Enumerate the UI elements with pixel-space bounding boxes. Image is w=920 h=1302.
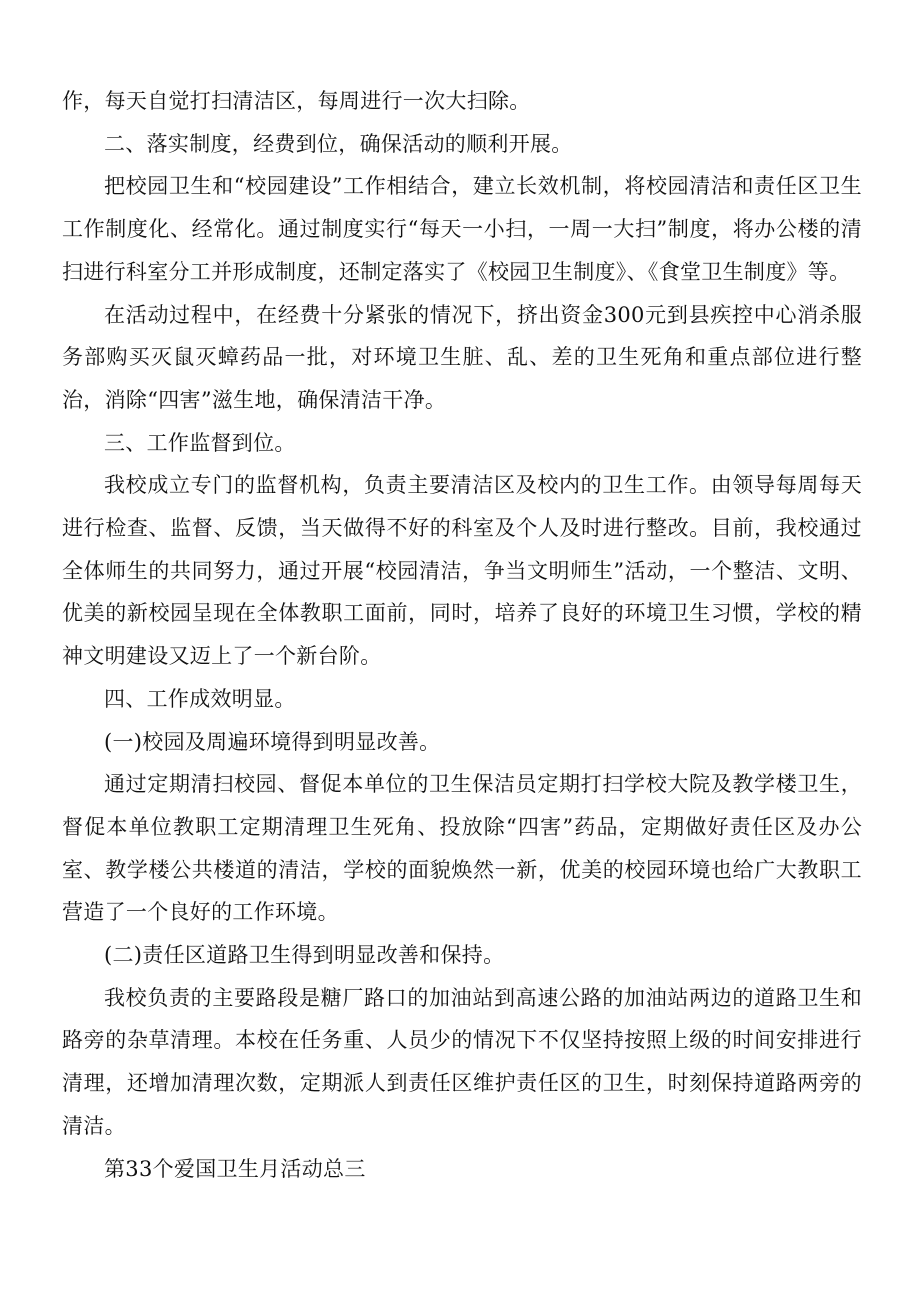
paragraph-road-hygiene: 我校负责的主要路段是糖厂路口的加油站到高速公路的加油站两边的道路卫生和路旁的杂草清理。本校在任务重、人员少的情况下不仅坚持按照上级的时间安排进行清理，还增加清理次数，定期派人到责任区维护责任区的卫生，时刻保持道路两旁的清洁。 <box>62 985 862 1138</box>
paragraph-campus-improvement: 通过定期清扫校园、督促本单位的卫生保洁员定期打扫学校大院及教学楼卫生，督促本单位教职工定期清理卫生死角、投放除“四害”药品，定期做好责任区及办公室、教学楼公共楼道的清洁，学校的面貌焕然一新，优美的校园环境也给广大教职工营造了一个良好的工作环境。 <box>62 772 862 925</box>
paragraph-funding: 在活动过程中，在经费十分紧张的情况下，挤出资金300元到县疾控中心消杀服务部购买灭鼠灭蟑药品一批，对环境卫生脏、乱、差的卫生死角和重点部位进行整治，消除“四害”滋生地，确保清洁干净。 <box>62 302 862 412</box>
subheading-two: (二)责任区道路卫生得到明显改善和保持。 <box>104 943 505 968</box>
paragraph-continuation: 作，每天自觉打扫清洁区，每周进行一次大扫除。 <box>62 89 531 113</box>
section-heading-two: 二、落实制度，经费到位，确保活动的顺利开展。 <box>104 131 573 156</box>
section-heading-four: 四、工作成效明显。 <box>104 686 296 711</box>
document-body <box>62 80 862 1190</box>
next-section-title: 第33个爱国卫生月活动总三 <box>104 1156 366 1181</box>
subheading-one: (一)校园及周遍环境得到明显改善。 <box>104 729 441 754</box>
paragraph-supervision: 我校成立专门的监督机构，负责主要清洁区及校内的卫生工作。由领导每周每天进行检查、监督、反馈，当天做得不好的科室及个人及时进行整改。目前，我校通过全体师生的共同努力，通过开展“校园清洁，争当文明师生”活动，一个整洁、文明、优美的新校园呈现在全体教职工面前，同时，培养了良好的环境卫生习惯，学校的精神文明建设又迈上了一个新台阶。 <box>62 473 862 669</box>
section-heading-three: 三、工作监督到位。 <box>104 430 296 455</box>
paragraph-campus-hygiene-system: 把校园卫生和“校园建设”工作相结合，建立长效机制，将校园清洁和责任区卫生工作制度化、经常化。通过制度实行“每天一小扫，一周一大扫”制度，将办公楼的清扫进行科室分工并形成制度，还制定落实了《校园卫生制度》、《食堂卫生制度》等。 <box>62 174 862 284</box>
